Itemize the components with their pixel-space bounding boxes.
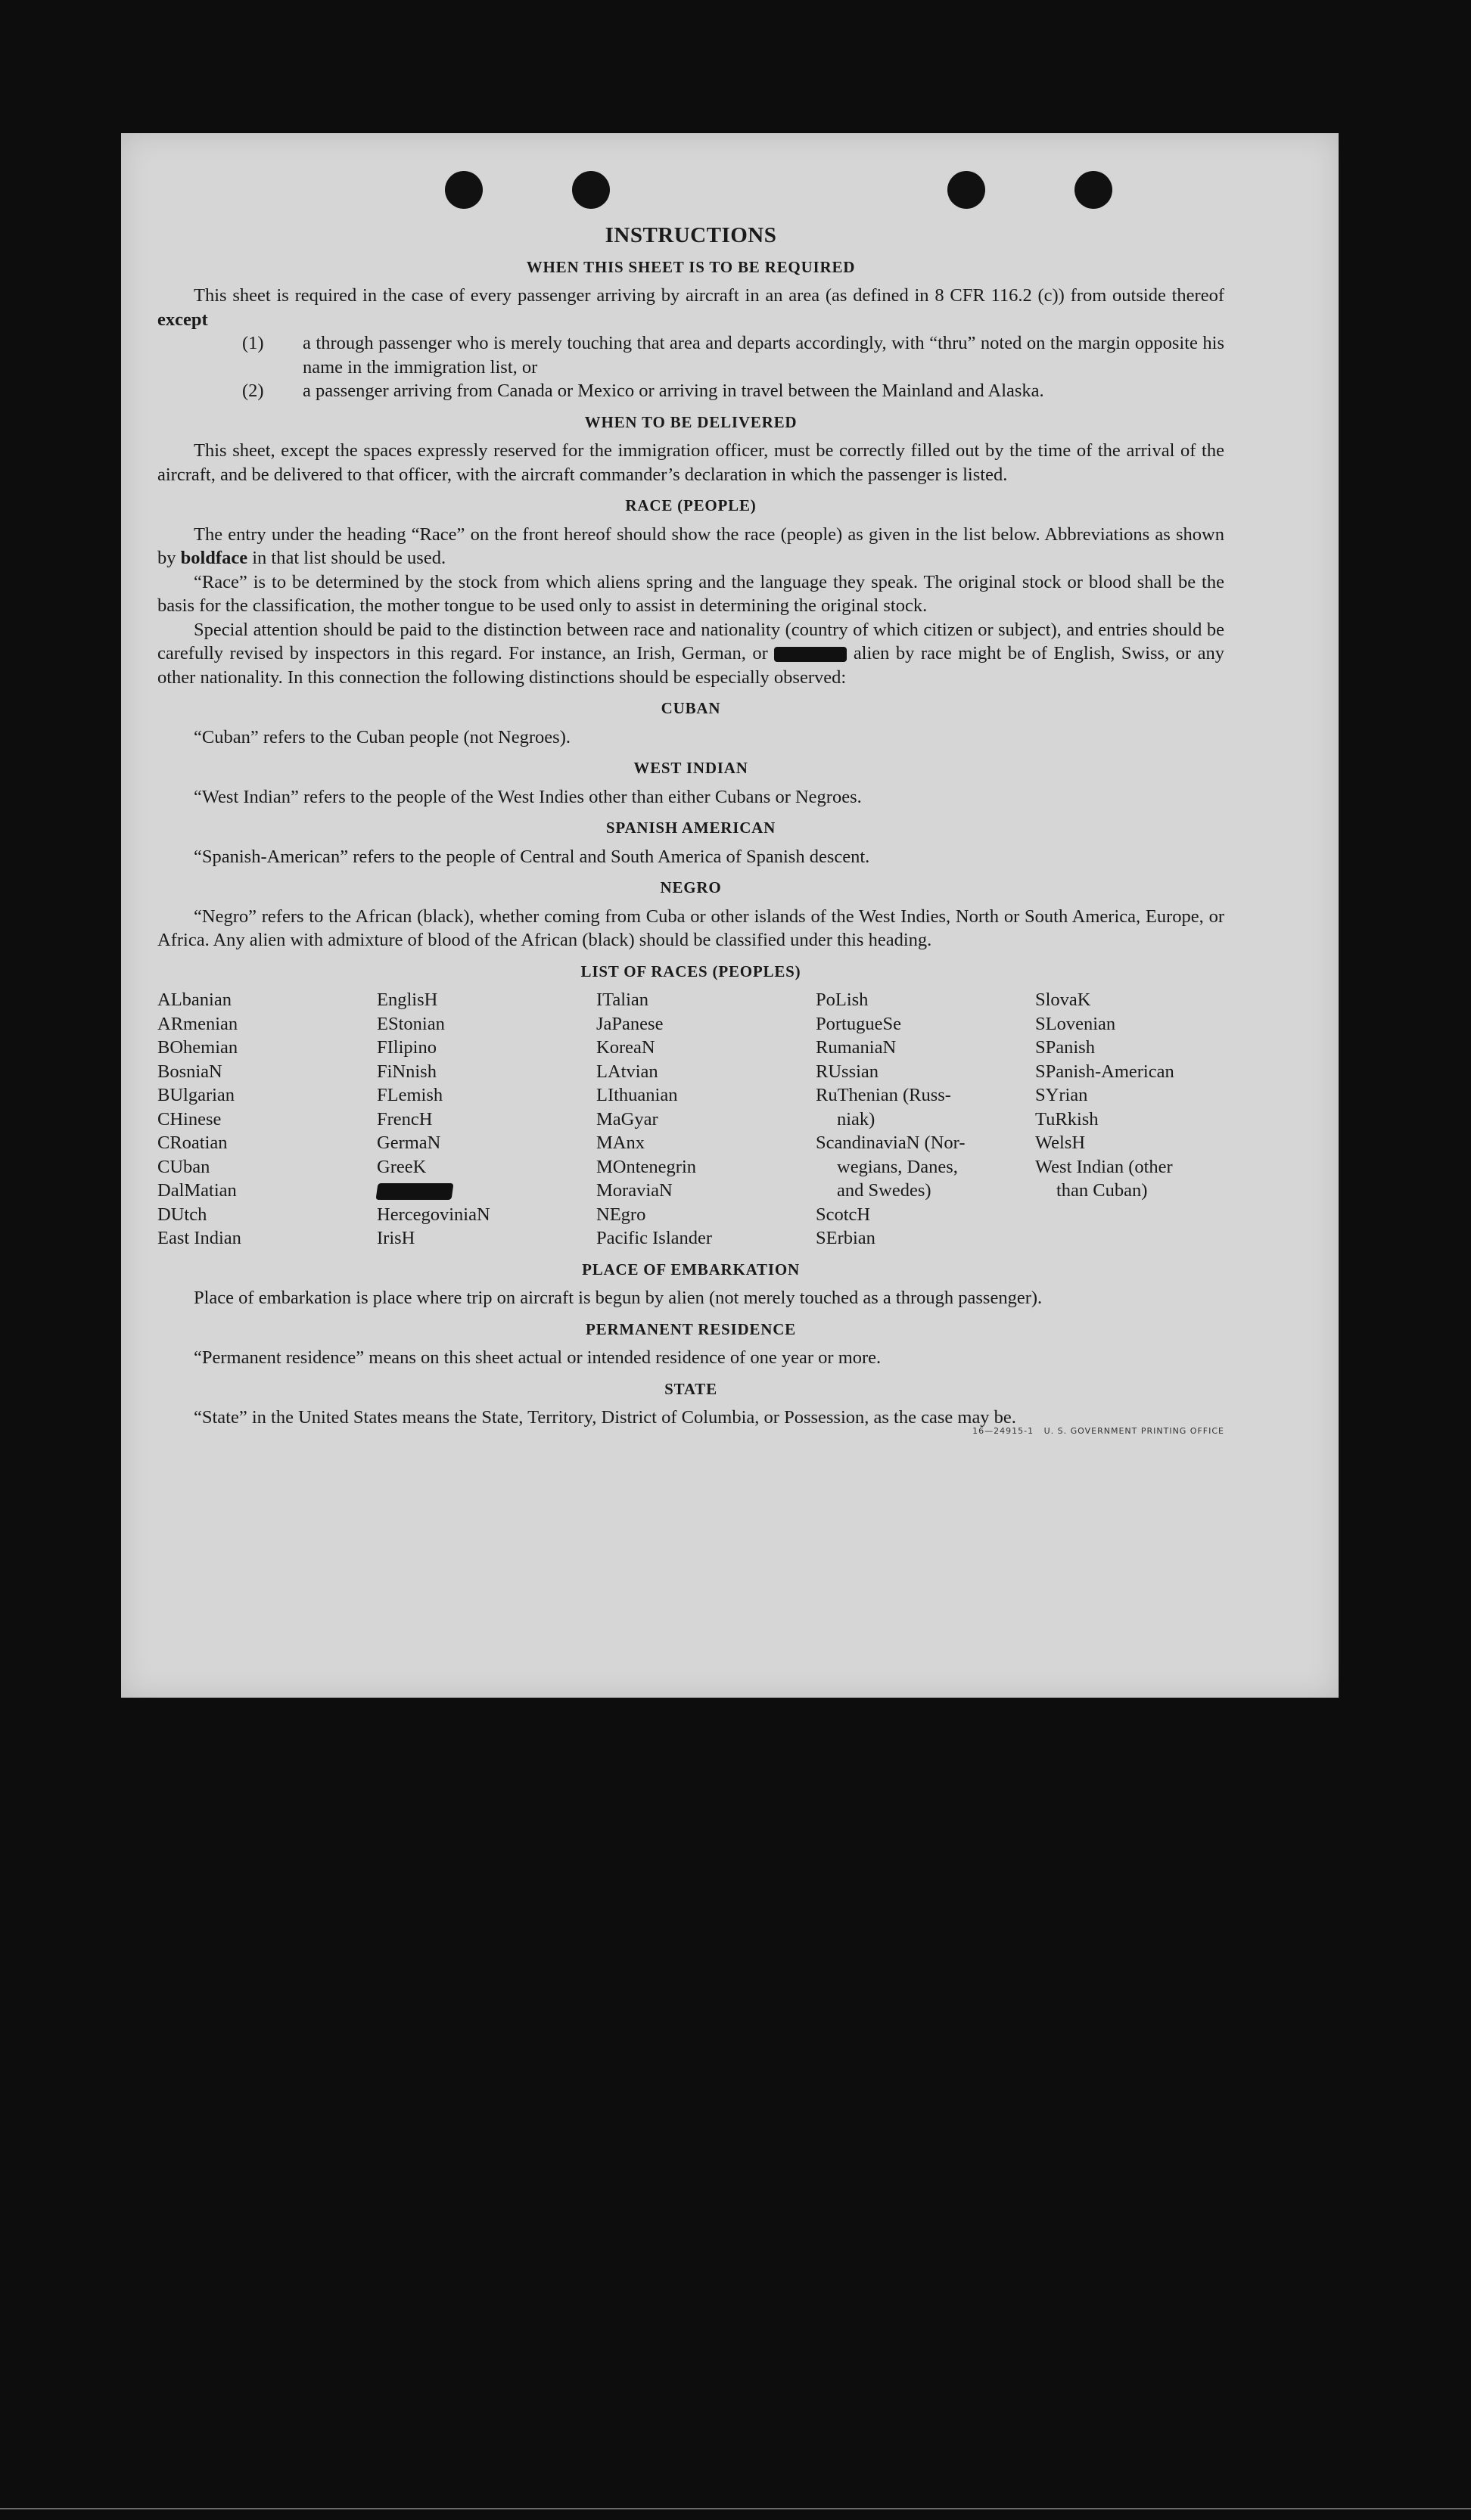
document-body	[157, 223, 1224, 1436]
paragraph-cuban: “Cuban” refers to the Cuban people (not Negroes).	[194, 726, 571, 747]
race-entry: FLemish	[377, 1085, 443, 1105]
race-entry: BUlgarian	[157, 1085, 235, 1105]
race-entry-redacted	[377, 1179, 596, 1203]
race-entry: BOhemian	[157, 1037, 238, 1058]
heading-cuban: CUBAN	[661, 699, 721, 717]
race-entry: MAnx	[596, 1133, 645, 1153]
race-entry: IrisH	[377, 1228, 415, 1248]
race-entry: SPanish-American	[1035, 1061, 1174, 1082]
race-entry: MoraviaN	[596, 1180, 673, 1201]
item-text: a passenger arriving from Canada or Mexico or arriving in travel between the Mainland and Alaska.	[303, 381, 1044, 401]
heading-place-of-embarkation: PLACE OF EMBARKATION	[582, 1260, 800, 1279]
race-entry: SErbian	[816, 1228, 875, 1248]
race-entry: ScandinaviaN (Nor-	[816, 1133, 966, 1153]
race-entry-continued: than Cuban)	[1056, 1180, 1148, 1201]
races-column-1	[157, 988, 377, 1251]
item-number: (2)	[242, 381, 264, 401]
race-entry: West Indian (other	[1035, 1156, 1173, 1177]
item-number: (1)	[242, 333, 264, 353]
race-entry: FrencH	[377, 1108, 433, 1129]
race-entry: KoreaN	[596, 1037, 655, 1058]
exception-item-2	[157, 379, 1224, 403]
races-list	[157, 988, 1224, 1251]
page-title: INSTRUCTIONS	[605, 223, 777, 247]
race-entry: DalMatian	[157, 1180, 237, 1201]
race-entry: MOntenegrin	[596, 1156, 696, 1177]
race-entry: CHinese	[157, 1108, 222, 1129]
race-entry-continued: and Swedes)	[837, 1180, 931, 1201]
printer-imprint	[972, 1419, 1224, 1443]
form-code: 16—24915-1	[972, 1426, 1034, 1436]
race-entry: MaGyar	[596, 1108, 658, 1129]
punch-hole	[445, 171, 483, 209]
races-column-5	[1035, 988, 1255, 1251]
race-entry: JaPanese	[596, 1013, 664, 1034]
race-entry: BosniaN	[157, 1061, 222, 1082]
races-column-4	[816, 988, 1035, 1251]
race-entry: ARmenian	[157, 1013, 238, 1034]
heading-list-of-races: LIST OF RACES (PEOPLES)	[580, 962, 801, 980]
paragraph-permanent-residence: “Permanent residence” means on this sheet actual or intended residence of one year or more.	[194, 1347, 882, 1368]
race-entry: EnglisH	[377, 990, 438, 1010]
race-entry: SPanish	[1035, 1037, 1095, 1058]
paragraph-when-delivered: This sheet, except the spaces expressly reserved for the immigration officer, must be correctly filled out by the time of the arrival of the aircraft, and be delivered to that officer, with the aircraft commander’s declaration in which the passenger is listed.	[157, 440, 1224, 485]
paragraph-race-2: “Race” is to be determined by the stock from which aliens spring and the language they speak. The original stock or blood shall be the basis for the classification, the mother tongue to be used only to assist in determining the original stock.	[157, 571, 1224, 616]
paragraph-race-1	[157, 523, 1224, 570]
race-entry: HercegoviniaN	[377, 1204, 490, 1225]
race-entry: SlovaK	[1035, 990, 1091, 1010]
race-entry: NEgro	[596, 1204, 646, 1225]
race-entry: Pacific Islander	[596, 1228, 713, 1248]
paragraph-spanish-american: “Spanish-American” refers to the people of Central and South America of Spanish descent.	[194, 846, 870, 867]
race-text: Special attention should be paid to the distinction between race and nationality (country of which citizen or subject), and entries should be carefully revised by inspectors in this regard. For instance, an Irish, German, or	[157, 619, 1224, 663]
heading-spanish-american: SPANISH AMERICAN	[605, 819, 776, 837]
heading-permanent-residence: PERMANENT RESIDENCE	[586, 1319, 796, 1338]
race-entry: DUtch	[157, 1204, 207, 1225]
paragraph-west-indian: “West Indian” refers to the people of the West Indies other than either Cubans or Negroes.	[194, 786, 862, 807]
paragraph-race-3	[157, 618, 1224, 690]
punch-hole	[572, 171, 610, 209]
paragraph-place-of-embarkation: Place of embarkation is place where trip on aircraft is begun by alien (not merely touched as a through passenger).	[194, 1288, 1043, 1308]
heading-when-required: WHEN THIS SHEET IS TO BE REQUIRED	[526, 257, 856, 276]
heading-race: RACE (PEOPLE)	[625, 496, 757, 514]
race-entry: CUban	[157, 1156, 210, 1177]
printer-name: U. S. GOVERNMENT PRINTING OFFICE	[1043, 1426, 1224, 1436]
heading-state: STATE	[664, 1379, 717, 1398]
race-bold: boldface	[180, 548, 248, 568]
race-entry: RumaniaN	[816, 1037, 897, 1058]
paragraph-when-required	[157, 284, 1224, 331]
redaction-mark	[375, 1183, 453, 1200]
race-text: in that list should be used.	[252, 548, 446, 568]
race-entry-continued: wegians, Danes,	[837, 1156, 958, 1177]
heading-negro: NEGRO	[660, 878, 722, 896]
race-entry: EStonian	[377, 1013, 445, 1034]
race-entry: GreeK	[377, 1156, 427, 1177]
race-entry: East Indian	[157, 1228, 241, 1248]
paragraph-negro: “Negro” refers to the African (black), whether coming from Cuba or other islands of the West Indies, North or South America, Europe, or Africa. Any alien with admixture of blood of the African (black) should be classified under this heading.	[157, 906, 1224, 950]
heading-when-delivered: WHEN TO BE DELIVERED	[584, 412, 798, 431]
heading-west-indian: WEST INDIAN	[633, 759, 748, 777]
race-entry: LIthuanian	[596, 1085, 678, 1105]
intro-text: This sheet is required in the case of every passenger arriving by aircraft in an area (as defined in 8 CFR 116.2 (c)) from outside thereof	[194, 285, 1224, 306]
race-entry: GermaN	[377, 1133, 441, 1153]
race-entry: ALbanian	[157, 990, 232, 1010]
state-footer-block	[157, 1406, 1224, 1436]
race-entry: SLovenian	[1035, 1013, 1116, 1034]
item-text: a through passenger who is merely touching that area and departs accordingly, with “thru” noted on the margin opposite his name in the immigration list, or	[303, 333, 1224, 378]
race-entry: FIlipino	[377, 1037, 437, 1058]
punch-hole	[1074, 171, 1112, 209]
races-column-2	[377, 988, 596, 1251]
race-text: The entry under the heading “Race” on the front hereof should show the race (people) as given in the list below. Abbreviations as shown by	[157, 524, 1224, 568]
race-entry: LAtvian	[596, 1061, 658, 1082]
race-entry: PortugueSe	[816, 1013, 901, 1034]
exception-item-1	[157, 331, 1224, 379]
race-entry: ITalian	[596, 990, 649, 1010]
race-entry: PoLish	[816, 990, 869, 1010]
race-entry: RUssian	[816, 1061, 879, 1082]
redaction-mark	[774, 647, 847, 662]
scan-edge-line	[0, 2508, 1471, 2509]
race-text: alien by race might be of English, Swiss, or any other nationality. In this connection the following distinctions should be especially observed:	[157, 643, 1224, 688]
race-entry: WelsH	[1035, 1133, 1086, 1153]
race-entry: SYrian	[1035, 1085, 1088, 1105]
intro-bold: except	[157, 309, 208, 330]
paragraph-state: “State” in the United States means the State, Territory, District of Columbia, or Possession, as the case may be.	[194, 1407, 1016, 1428]
race-entry: FiNnish	[377, 1061, 437, 1082]
race-entry: ScotcH	[816, 1204, 871, 1225]
race-entry-continued: niak)	[837, 1108, 875, 1129]
punch-hole	[947, 171, 985, 209]
races-column-3	[596, 988, 816, 1251]
document-sheet	[121, 133, 1339, 1698]
race-entry: TuRkish	[1035, 1108, 1099, 1129]
race-entry: CRoatian	[157, 1133, 228, 1153]
race-entry: RuThenian (Russ-	[816, 1085, 951, 1105]
